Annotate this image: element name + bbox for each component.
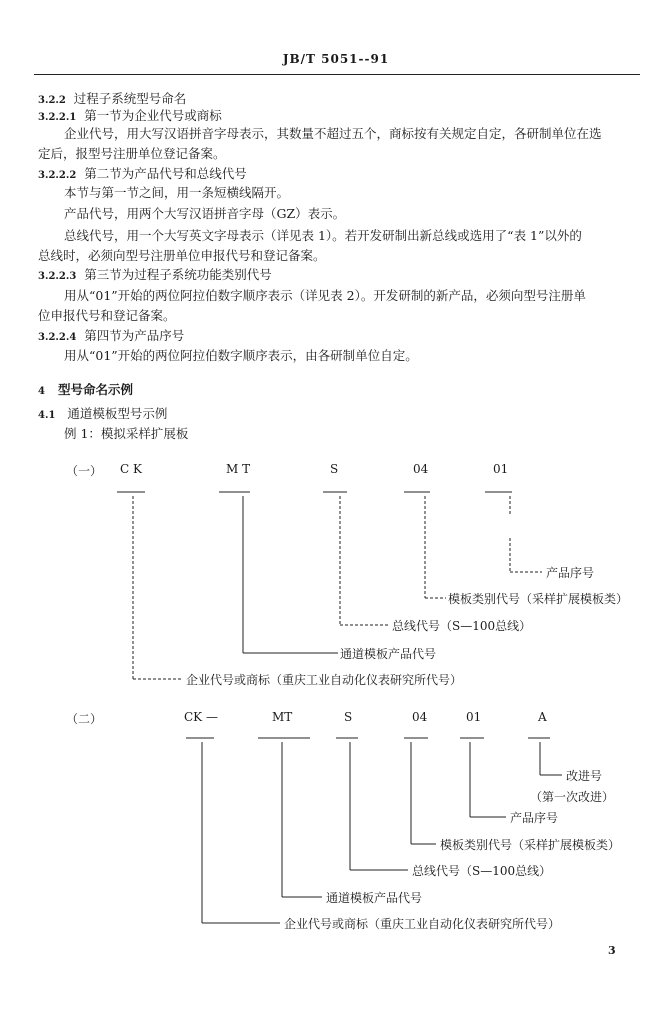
diagram1-callout-enterprise: 企业代号或商标（重庆工业自动化仪表研究所代号） xyxy=(186,673,463,687)
paragraph-line: 总线代号，用一个大写英文字母表示（详见表 1）。若开发研制出新总线或选用了“表 1”以外的 xyxy=(64,228,582,243)
diagram1-code-category: 04 xyxy=(413,462,429,476)
diagram1-callout-serial: 产品序号 xyxy=(546,566,595,580)
diagram2-code-bus: S xyxy=(344,710,353,724)
diagram2-code-serial: 01 xyxy=(466,710,482,724)
paragraph-line: 定后，报型号注册单位登记备案。 xyxy=(38,146,226,161)
section-number: 3.2.2.4 xyxy=(38,332,77,343)
diagram1-callout-category: 模板类别代号（采样扩展模板类） xyxy=(448,592,629,606)
section-number: 4 xyxy=(38,386,45,397)
diagram2-callout-category: 模板类别代号（采样扩展模板类） xyxy=(440,838,621,852)
diagram2-lines xyxy=(186,738,562,923)
diagram2-callout-product: 通道模板产品代号 xyxy=(326,891,423,905)
example-label: 例 1：模拟采样扩展板 xyxy=(64,426,189,441)
diagram2-callout-bus: 总线代号（S—100总线） xyxy=(412,864,552,878)
standard-header: JB/T 5051--91 xyxy=(282,52,390,66)
paragraph-line: 位申报代号和登记备案。 xyxy=(38,308,176,323)
diagram1-code-bus: S xyxy=(330,462,339,476)
paragraph-line: 用从“01”开始的两位阿拉伯数字顺序表示，由各研制单位自定。 xyxy=(64,348,418,363)
section-title: 第一节为企业代号或商标 xyxy=(84,108,222,123)
diagram2-callout-enterprise: 企业代号或商标（重庆工业自动化仪表研究所代号） xyxy=(284,917,561,931)
paragraph-line: 本节与第一节之间，用一条短横线隔开。 xyxy=(64,185,290,200)
diagram1-lines xyxy=(117,492,542,679)
diagram2-code-product: MT xyxy=(272,710,293,724)
page-number: 3 xyxy=(608,944,616,957)
section-title: 通道模板型号示例 xyxy=(67,406,168,421)
section-title: 过程子系统型号命名 xyxy=(73,91,187,106)
diagram2-code-enterprise: CK — xyxy=(184,710,218,724)
section-number: 3.2.2 xyxy=(38,95,66,106)
diagram2-callout-revision: 改进号 xyxy=(566,769,603,783)
diagram2-label: （二） xyxy=(66,712,103,726)
section-number: 3.2.2.3 xyxy=(38,271,77,282)
section-title: 第三节为过程子系统功能类别代号 xyxy=(84,267,272,282)
diagram1-callout-product: 通道模板产品代号 xyxy=(340,647,437,661)
paragraph-line: 企业代号，用大写汉语拼音字母表示，其数量不超过五个，商标按有关规定自定，各研制单位在选 xyxy=(64,126,602,141)
diagram1-callout-bus: 总线代号（S—100总线） xyxy=(392,619,532,633)
diagram1-code-serial: 01 xyxy=(493,462,509,476)
section-title: 第二节为产品代号和总线代号 xyxy=(84,166,247,181)
section-title: 型号命名示例 xyxy=(58,382,134,397)
diagram1-code-enterprise: C K xyxy=(120,462,142,476)
diagram2-code-category: 04 xyxy=(412,710,428,724)
paragraph-line: 产品代号，用两个大写汉语拼音字母（GZ）表示。 xyxy=(64,206,346,221)
paragraph-line: 总线时，必须向型号注册单位申报代号和登记备案。 xyxy=(38,248,326,263)
diagram2-callout-revision-note: （第一次改进） xyxy=(530,790,615,804)
diagram1-code-product: M T xyxy=(226,462,251,476)
diagram2-code-revision: A xyxy=(538,710,547,724)
paragraph-line: 用从“01”开始的两位阿拉伯数字顺序表示（详见表 2）。开发研制的新产品，必须向型号注册单 xyxy=(64,288,586,303)
section-number: 3.2.2.1 xyxy=(38,112,77,123)
section-number: 3.2.2.2 xyxy=(38,170,77,181)
section-number: 4.1 xyxy=(38,410,56,421)
diagram1-label: （一） xyxy=(66,464,103,478)
diagram2-callout-serial: 产品序号 xyxy=(510,811,559,825)
section-title: 第四节为产品序号 xyxy=(84,328,185,343)
